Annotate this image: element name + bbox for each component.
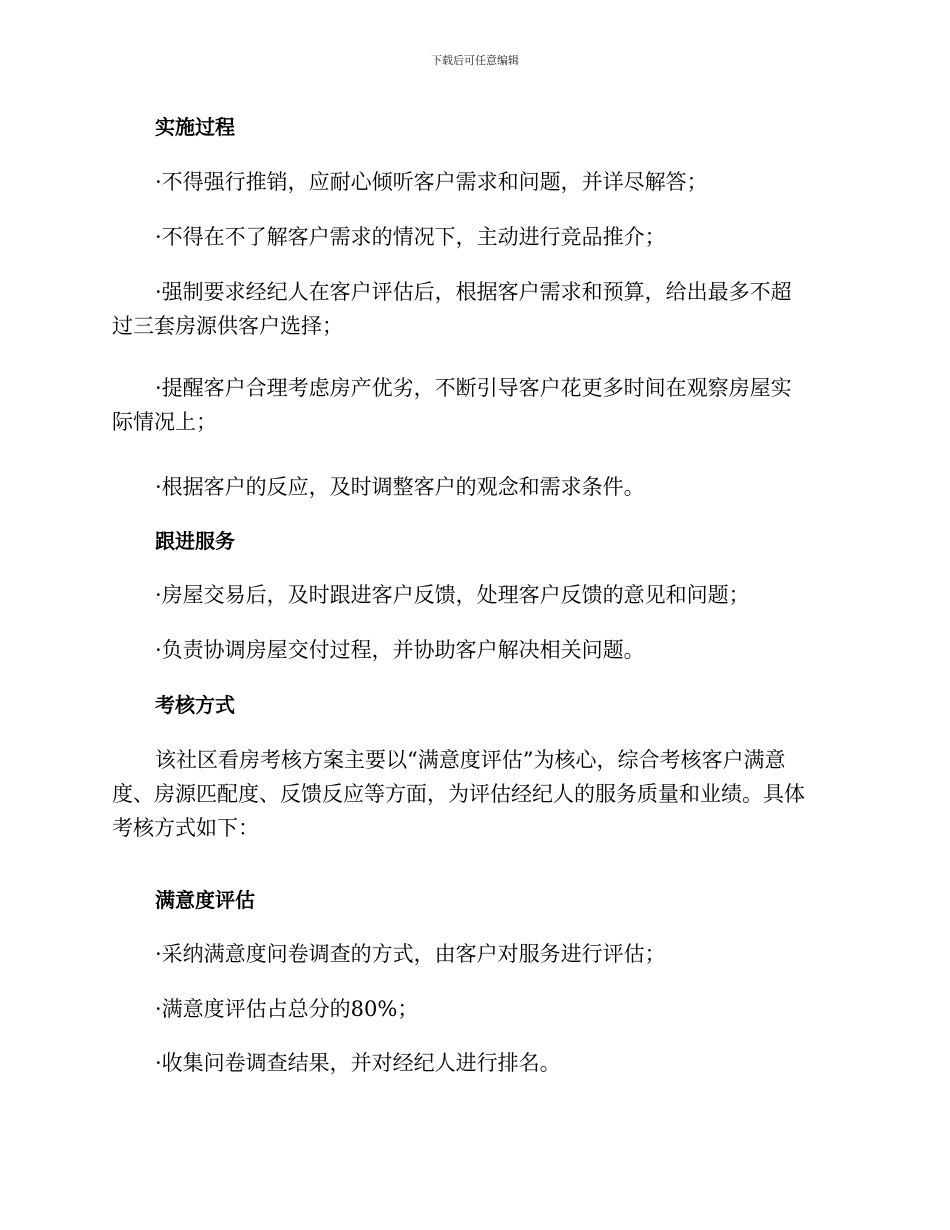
paragraph [112,371,832,439]
section-heading-satisfaction: 满意度评估 [155,888,255,912]
paragraph-line: 际情况上； [112,410,217,434]
paragraph [112,937,875,971]
paragraph-line: 度、房源匹配度、反馈反应等方面，为评估经纪人的服务质量和业绩。具体 [112,782,805,806]
paragraph [112,275,832,343]
paragraph-line: ·提醒客户合理考虑房产优劣，不断引导客户花更多时间在观察房屋实 [155,376,792,400]
paragraph-line: ·收集问卷调查结果，并对经纪人进行排名。 [155,1051,561,1075]
paragraph-line: 该社区看房考核方案主要以“满意度评估”为核心，综合考核客户满意 [155,748,786,772]
paragraph [112,633,875,667]
paragraph-line: ·满意度评估占总分的80%； [155,997,419,1021]
section-heading-assessment: 考核方式 [155,693,235,717]
paragraph [112,992,875,1026]
paragraph-line: ·强制要求经纪人在客户评估后，根据客户需求和预算，给出最多不超 [155,280,792,304]
paragraph-line: ·负责协调房屋交付过程，并协助客户解决相关问题。 [155,638,645,662]
paragraph-line: ·根据客户的反应，及时调整客户的观念和需求条件。 [155,475,645,499]
paragraph [112,578,875,612]
paragraph [112,165,875,199]
paragraph-line: ·采纳满意度问卷调查的方式，由客户对服务进行评估； [155,942,666,966]
section-heading-implementation: 实施过程 [155,115,235,139]
paragraph [112,470,875,504]
paragraph-line: 过三套房源供客户选择； [112,314,343,338]
paragraph-line: 考核方式如下： [112,816,259,840]
page-header: 下载后可任意编辑 [431,54,519,67]
paragraph-line: ·不得强行推销，应耐心倾听客户需求和问题，并详尽解答； [155,170,708,194]
paragraph-line: ·房屋交易后，及时跟进客户反馈，处理客户反馈的意见和问题； [155,583,750,607]
paragraph [112,1046,875,1080]
section-heading-follow-up: 跟进服务 [155,529,235,553]
paragraph [112,743,832,845]
paragraph [112,220,875,254]
paragraph-line: ·不得在不了解客户需求的情况下，主动进行竞品推介； [155,225,666,249]
